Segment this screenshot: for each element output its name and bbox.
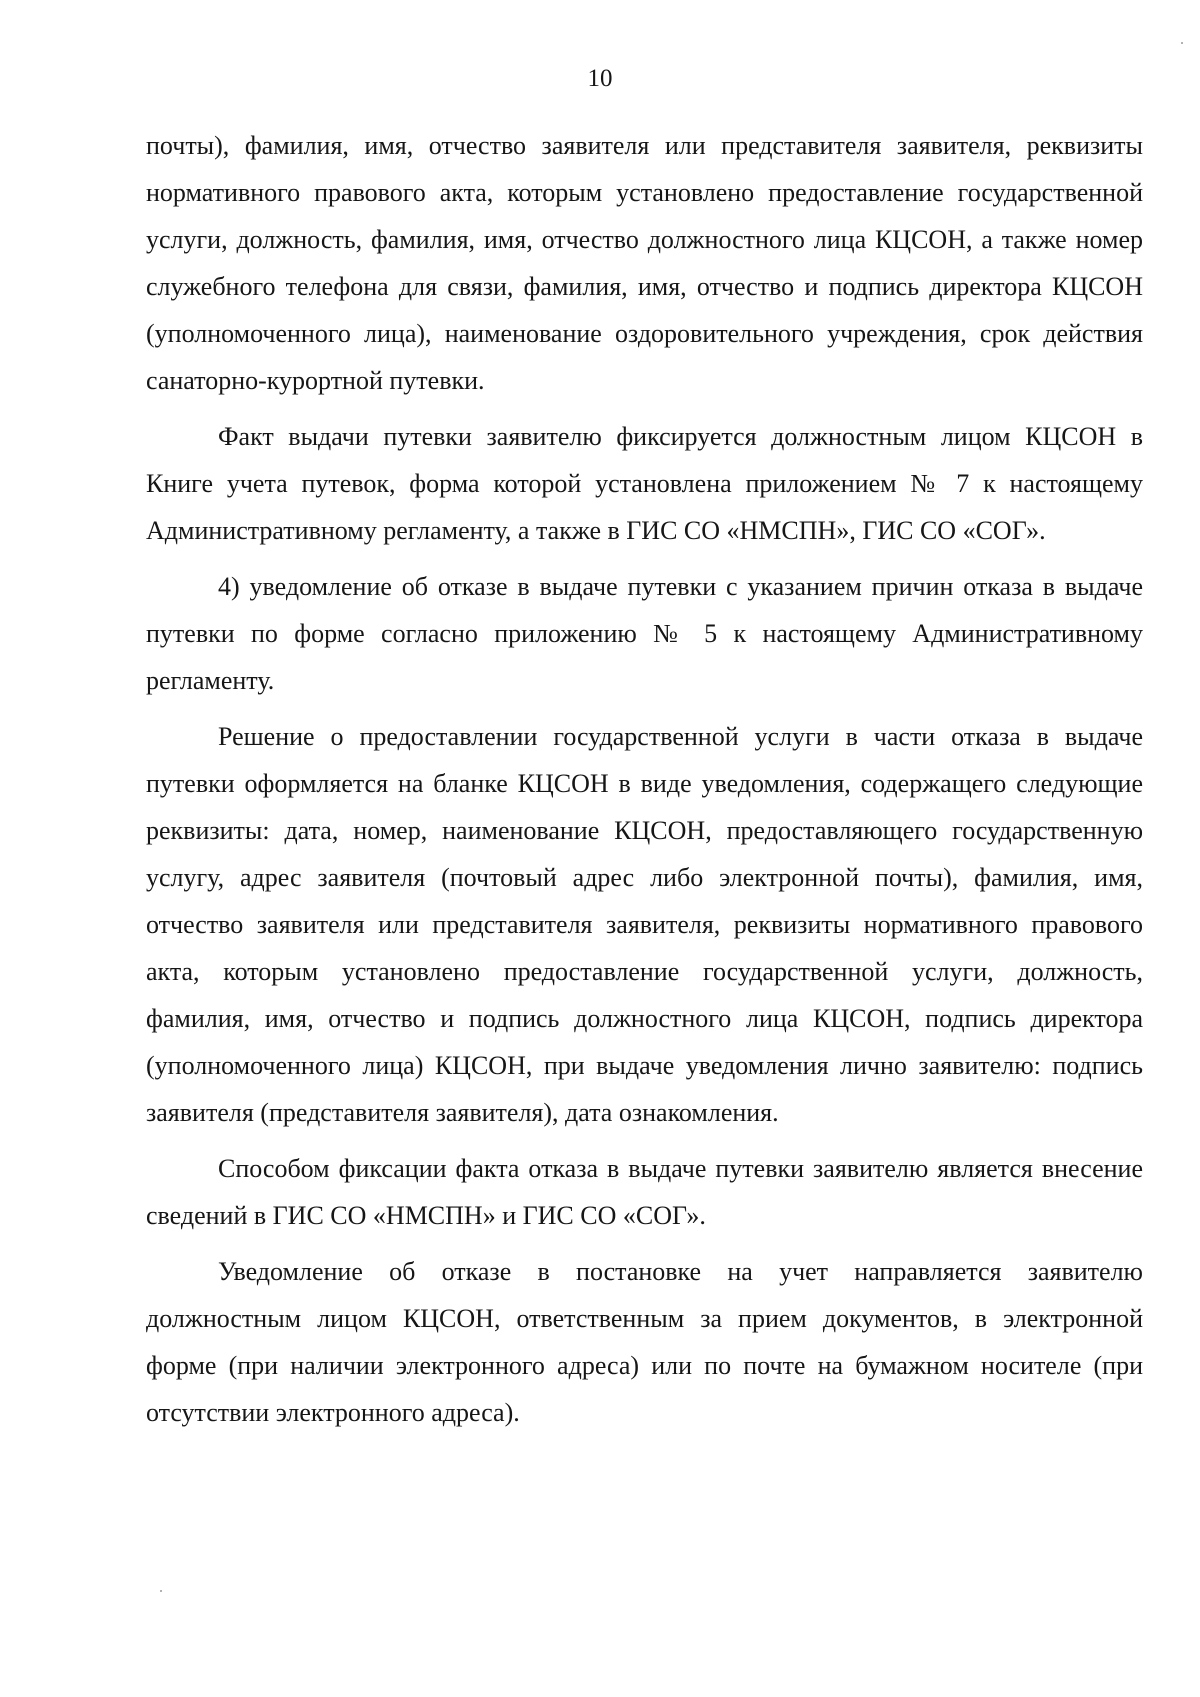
- paragraph-issue-fact: Факт выдачи путевки заявителю фиксируется должностным лицом КЦСОН в Книге учета путевок, форма которой установлена приложением № 7 к настоящему Административному регламенту, а также в ГИС СО «НМСПН», ГИС СО «СОГ».: [146, 422, 1143, 545]
- scan-speck: [1181, 42, 1183, 44]
- paragraph-refusal-recording: Способом фиксации факта отказа в выдаче путевки заявителю является внесение сведений в ГИС СО «НМСПН» и ГИС СО «СОГ».: [146, 1154, 1143, 1230]
- document-body: [146, 122, 1143, 1445]
- paragraph-continuation: почты), фамилия, имя, отчество заявителя или представителя заявителя, реквизиты нормативного правового акта, которым установлено предоставление государственной услуги, должность, фамилия, имя, отчество должностного лица КЦСОН, а также номер служебного телефона для связи, фамилия, имя, отчество и подпись директора КЦСОН (уполномоченного лица), наименование оздоровительного учреждения, срок действия санаторно-курортной путевки.: [146, 131, 1143, 395]
- page-number: 10: [587, 65, 613, 92]
- paragraph-refusal-delivery: Уведомление об отказе в постановке на учет направляется заявителю должностным лицом КЦСОН, ответственным за прием документов, в электронной форме (при наличии электронного адреса) или по почте на бумажном носителе (при отсутствии электронного адреса).: [146, 1257, 1143, 1427]
- paragraph-refusal-notice-item-4: 4) уведомление об отказе в выдаче путевки с указанием причин отказа в выдаче путевки по форме согласно приложению № 5 к настоящему Административному регламенту.: [146, 572, 1143, 695]
- paragraph-refusal-decision: Решение о предоставлении государственной услуги в части отказа в выдаче путевки оформляется на бланке КЦСОН в виде уведомления, содержащего следующие реквизиты: дата, номер, наименование КЦСОН, предоставляющего государственную услугу, адрес заявителя (почтовый адрес либо электронной почты), фамилия, имя, отчество заявителя или представителя заявителя, реквизиты нормативного правового акта, которым установлено предоставление государственной услуги, должность, фамилия, имя, отчество и подпись должностного лица КЦСОН, подпись директора (уполномоченного лица) КЦСОН, при выдаче уведомления лично заявителю: подпись заявителя (представителя заявителя), дата ознакомления.: [146, 722, 1143, 1127]
- scan-speck: [160, 1590, 162, 1592]
